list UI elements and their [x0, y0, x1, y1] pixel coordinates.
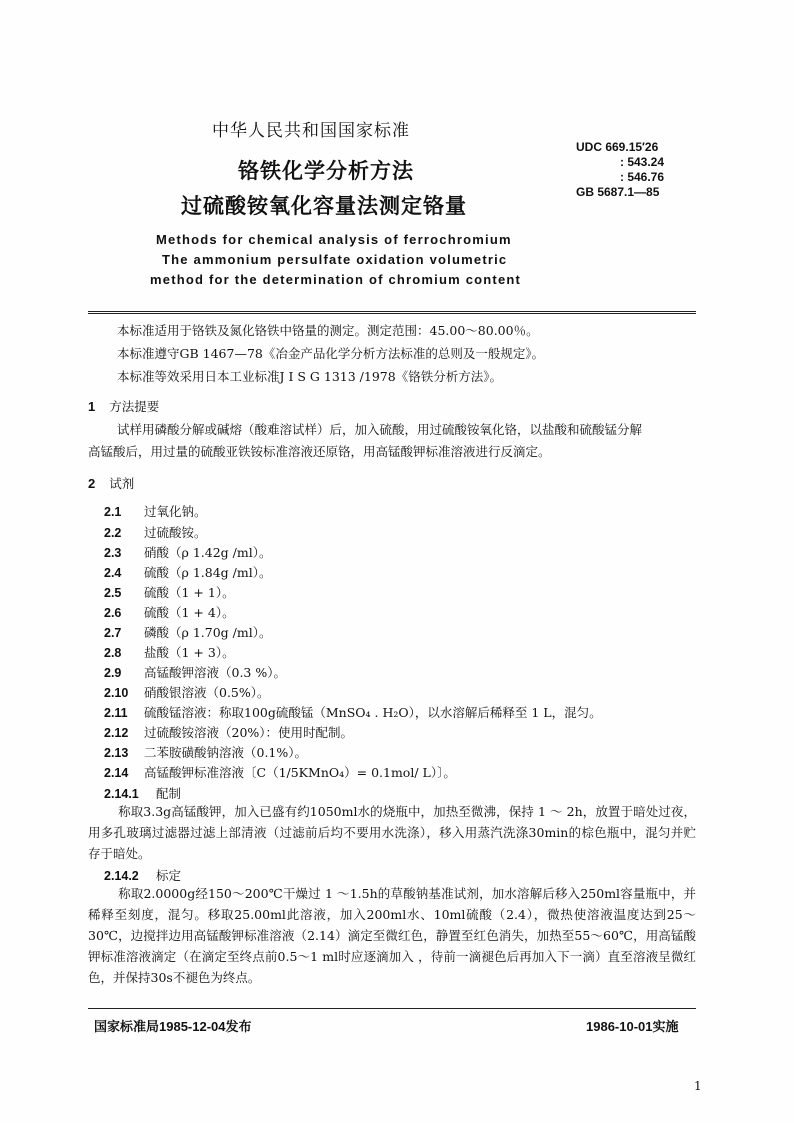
reagent-number: 2.14 — [104, 766, 129, 780]
reagent-item — [104, 663, 286, 681]
reagent-number: 2.2 — [104, 526, 122, 540]
udc-code-2: : 543.24 — [620, 155, 665, 169]
reagent-item — [104, 523, 207, 541]
reagent-item — [104, 643, 235, 661]
title-line-2: 过硫酸铵氧化容量法测定铬量 — [181, 194, 467, 218]
udc-block — [576, 140, 664, 200]
reagent-text: 过氧化钠。 — [144, 504, 207, 519]
english-title-1: Methods for chemical analysis of ferrochromium — [156, 232, 512, 247]
reagent-text: 二苯胺磺酸钠溶液（0.1%）。 — [144, 745, 308, 760]
reagent-text: 硝酸（ρ 1.42g /ml）。 — [144, 545, 272, 560]
section-1-text-line-1: 试样用磷酸分解或碱熔（酸难溶试样）后，加入硫酸，用过硫酸铵氧化铬，以盐酸和硫酸锰分解 — [117, 422, 643, 437]
reagent-text: 磷酸（ρ 1.70g /ml）。 — [144, 625, 272, 640]
section-2-heading — [88, 474, 134, 492]
section-2-title: 试剂 — [109, 476, 135, 491]
page-number: 1 — [694, 1079, 702, 1093]
gb-number: GB 5687.1—85 — [576, 185, 660, 199]
reagent-item — [104, 623, 271, 641]
equivalence-line: 本标准等效采用日本工业标准J I S G 1313 /1978《铬铁分析方法》。 — [117, 369, 502, 384]
subsection-number: 2.14.2 — [104, 869, 139, 883]
reagent-item — [104, 563, 271, 581]
section-2-number: 2 — [88, 476, 96, 491]
subsection-title: 标定 — [156, 868, 182, 883]
reagent-text: 高锰酸钾标准溶液〔C（1/5KMnO₄）= 0.1mol/ L）〕。 — [144, 765, 456, 780]
reagent-number: 2.9 — [104, 666, 122, 680]
scope-line: 本标准适用于铬铁及氮化铬铁中铬量的测定。测定范围：45.00～80.00％。 — [117, 323, 539, 338]
compliance-line: 本标准遵守GB 1467—78《冶金产品化学分析方法标准的总则及一般规定》。 — [117, 346, 545, 361]
standardization-text: 称取2.0000g经150～200℃干燥过 1 ～1.5h的草酸钠基准试剂，加水溶解后移入250ml容量瓶中，并稀释至刻度，混匀。移取25.00ml此溶液，加入200ml水、10ml硫酸（2.4），微热使溶液温度达到25～30℃，边搅拌边用高锰酸钾标准溶液（2.14）滴定至微红色，静置至红色消失，加热至55～60℃，用高锰酸钾标准溶液滴定（在滴定至终点前0.5～1 ml时应逐滴加入 ，待前一滴褪色后再加入下一滴）直至溶液呈微红色，并保持30s不褪色为终点。 — [88, 886, 696, 985]
reagent-number: 2.10 — [104, 686, 129, 700]
footer-divider — [88, 1008, 696, 1009]
reagent-text: 盐酸（1 + 3）。 — [144, 645, 235, 660]
section-1-heading — [88, 397, 159, 415]
subsection-number: 2.14.1 — [104, 787, 139, 801]
header-divider — [88, 311, 696, 314]
reagent-text: 高锰酸钾溶液（0.3 %）。 — [144, 665, 286, 680]
reagent-text: 过硫酸铵溶液（20%）：使用时配制。 — [144, 725, 354, 740]
english-title-2: The ammonium persulfate oxidation volumetric — [162, 252, 508, 267]
reagent-number: 2.6 — [104, 606, 122, 620]
udc-code: UDC 669.15′26 — [576, 140, 659, 154]
preparation-paragraph — [88, 801, 696, 864]
reagent-text: 硫酸锰溶液：称取100g硫酸锰（MnSO₄ . H₂O），以水溶解后稀释至 1 L，混匀。 — [144, 705, 602, 720]
title-line-1: 铬铁化学分析方法 — [238, 159, 414, 183]
reagent-number: 2.12 — [104, 726, 129, 740]
reagent-number: 2.7 — [104, 626, 122, 640]
section-1-title: 方法提要 — [109, 399, 160, 414]
issue-date: 国家标准局1985-12-04发布 — [94, 1019, 252, 1034]
reagent-item — [104, 683, 270, 701]
effective-date: 1986-10-01实施 — [586, 1019, 679, 1034]
preparation-text: 称取3.3g高锰酸钾，加入已盛有约1050ml水的烧瓶中，加热至微沸，保持 1 ～ 2h，放置于暗处过夜，用多孔玻璃过滤器过滤上部清液（过滤前后均不要用水洗涤），移入用蒸汽洗涤30min的棕色瓶中，混匀并贮存于暗处。 — [88, 804, 696, 861]
english-title-3: method for the determination of chromium content — [150, 272, 522, 287]
reagent-number: 2.3 — [104, 546, 122, 560]
reagent-text: 硫酸（1 + 1）。 — [144, 585, 235, 600]
reagent-text: 硝酸银溶液（0.5%）。 — [144, 685, 270, 700]
reagent-item — [104, 603, 235, 621]
reagent-item — [104, 763, 456, 781]
subsection-2-14-1-heading — [104, 784, 181, 802]
reagent-text: 过硫酸铵。 — [144, 525, 207, 540]
section-1-text-line-2: 高锰酸后，用过量的硫酸亚铁铵标准溶液还原铬，用高锰酸钾标准溶液进行反滴定。 — [88, 444, 551, 459]
reagent-item — [104, 502, 207, 520]
reagent-number: 2.8 — [104, 646, 122, 660]
subsection-title: 配制 — [156, 786, 182, 801]
reagent-item — [104, 743, 307, 761]
reagent-item — [104, 723, 353, 741]
reagent-number: 2.13 — [104, 746, 129, 760]
reagent-item — [104, 543, 271, 561]
reagent-number: 2.5 — [104, 586, 122, 600]
reagent-item — [104, 583, 235, 601]
reagent-text: 硫酸（1 + 4）。 — [144, 605, 235, 620]
udc-code-3: : 546.76 — [620, 170, 665, 184]
reagent-number: 2.11 — [104, 706, 128, 720]
subsection-2-14-2-heading — [104, 866, 181, 884]
standard-issuer: 中华人民共和国国家标准 — [212, 121, 410, 141]
reagent-item — [104, 703, 602, 721]
reagent-number: 2.4 — [104, 566, 122, 580]
reagent-text: 硫酸（ρ 1.84g /ml）。 — [144, 565, 272, 580]
section-1-number: 1 — [88, 399, 96, 414]
standardization-paragraph — [88, 883, 696, 988]
reagent-number: 2.1 — [104, 505, 122, 519]
